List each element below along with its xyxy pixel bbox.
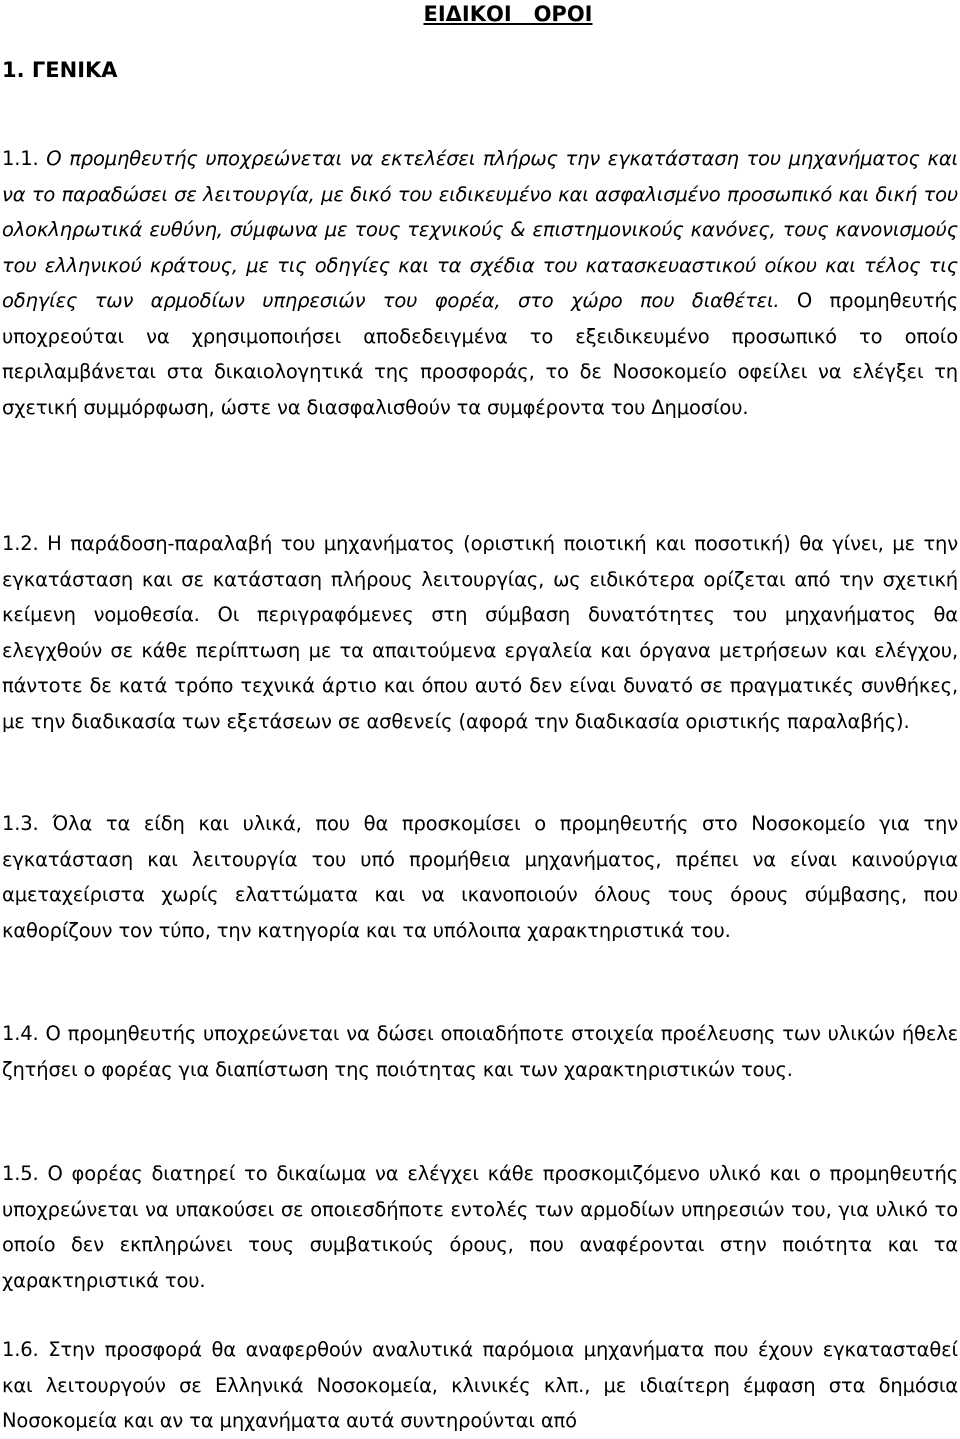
paragraph-1-4 bbox=[2, 1016, 958, 1087]
paragraph-number: 1.6. bbox=[2, 1338, 39, 1361]
paragraph-text: Η παράδοση-παραλαβή του μηχανήματος (οριστική ποιοτική και ποσοτική) θα γίνει, με την εγκατάσταση και σε κατάσταση πλήρους λειτουργίας, ως ειδικότερα ορίζεται από την σχετική κείμενη νομοθεσία. Οι περιγραφόμενες στη σύμβαση δυνατότητες του μηχανήματος θα ελεγχθούν σε κάθε περίπτωση με τα απαιτούμενα εργαλεία και όργανα μετρήσεων και ελέγχου, πάντοτε δε κατά τρόπο τεχνικά άρτιο και όπου αυτό δεν είναι δυνατό σε πραγματικές συνθήκες, με την διαδικασία των εξετάσεων σε ασθενείς (αφορά την διαδικασία οριστικής παραλαβής). bbox=[2, 532, 958, 733]
paragraph-text-italic: Ο προμηθευτής υποχρεώνεται να εκτελέσει πλήρως την εγκατάσταση του μηχανήματος και να το παραδώσει σε λειτουργία, με δικό του ειδικευμένο και ασφαλισμένο προσωπικό και δική του ολοκληρωτικά ευθύνη, σύμφωνα με τους τεχνικούς & επιστημονικούς κανόνες, τους κανονισμούς του ελληνικού κράτους, με τις οδηγίες και τα σχέδια του κατασκευαστικού οίκου και τέλος τις οδηγίες των αρμοδίων υπηρεσιών του φορέα, στο χώρο που διαθέτει. bbox=[2, 147, 958, 312]
paragraph-1-3 bbox=[2, 806, 958, 948]
paragraph-1-2 bbox=[2, 526, 958, 739]
paragraph-number: 1.3. bbox=[2, 812, 39, 835]
paragraph-number: 1.5. bbox=[2, 1162, 39, 1185]
paragraph-text: Όλα τα είδη και υλικά, που θα προσκομίσει ο προμηθευτής στο Νοσοκομείο για την εγκατάσταση και λειτουργία του υπό προμήθεια μηχανήματος, πρέπει να είναι καινούργια αμεταχείριστα χωρίς ελαττώματα και να ικανοποιούν όλους τους όρους σύμβασης, που καθορίζουν τον τύπο, την κατηγορία και τα υπόλοιπα χαρακτηριστικά του. bbox=[2, 812, 958, 942]
paragraph-text: Στην προσφορά θα αναφερθούν αναλυτικά παρόμοια μηχανήματα που έχουν εγκατασταθεί και λειτουργούν σε Ελληνικά Νοσοκομεία, κλινικές κλπ., με ιδιαίτερη έμφαση στα δημόσια Νοσοκομεία και αν τα μηχανήματα αυτά συντηρούνται από bbox=[2, 1338, 958, 1432]
paragraph-number: 1.4. bbox=[2, 1022, 39, 1045]
paragraph-text: Ο προμηθευτής υποχρεώνεται να δώσει οποιαδήποτε στοιχεία προέλευσης των υλικών ήθελε ζητήσει ο φορέας για διαπίστωση της ποιότητας και των χαρακτηριστικών τους. bbox=[2, 1022, 958, 1081]
paragraph-number: 1.2. bbox=[2, 532, 39, 555]
paragraph-1-5 bbox=[2, 1156, 958, 1298]
paragraph-1-6 bbox=[2, 1332, 958, 1439]
paragraph-number: 1.1. bbox=[2, 147, 39, 170]
paragraph-text: Ο προμηθευτής υποχρεούται να χρησιμοποιήσει αποδεδειγμένα το εξειδικευμένο προσωπικό το οποίο περιλαμβάνεται στα δικαιολογητικά της προσφοράς, το δε Νοσοκομείο οφείλει να ελέγξει τη σχετική συμμόρφωση, ώστε να διασφαλισθούν τα συμφέροντα του Δημοσίου. bbox=[2, 289, 958, 419]
document-title: ΕΙΔΙΚΟΙ ΟΡΟΙ bbox=[423, 2, 593, 26]
paragraph-text: Ο φορέας διατηρεί το δικαίωμα να ελέγχει κάθε προσκομιζόμενο υλικό και ο προμηθευτής υποχρεώνεται να υπακούσει σε οποιεσδήποτε εντολές των αρμοδίων υπηρεσιών του, για υλικό το οποίο δεν εκπληρώνει τους συμβατικούς όρους, που αναφέρονται στην ποιότητα και τα χαρακτηριστικά του. bbox=[2, 1162, 958, 1292]
paragraph-1-1 bbox=[2, 141, 958, 425]
section-heading: 1. ΓΕΝΙΚΑ bbox=[2, 58, 118, 82]
